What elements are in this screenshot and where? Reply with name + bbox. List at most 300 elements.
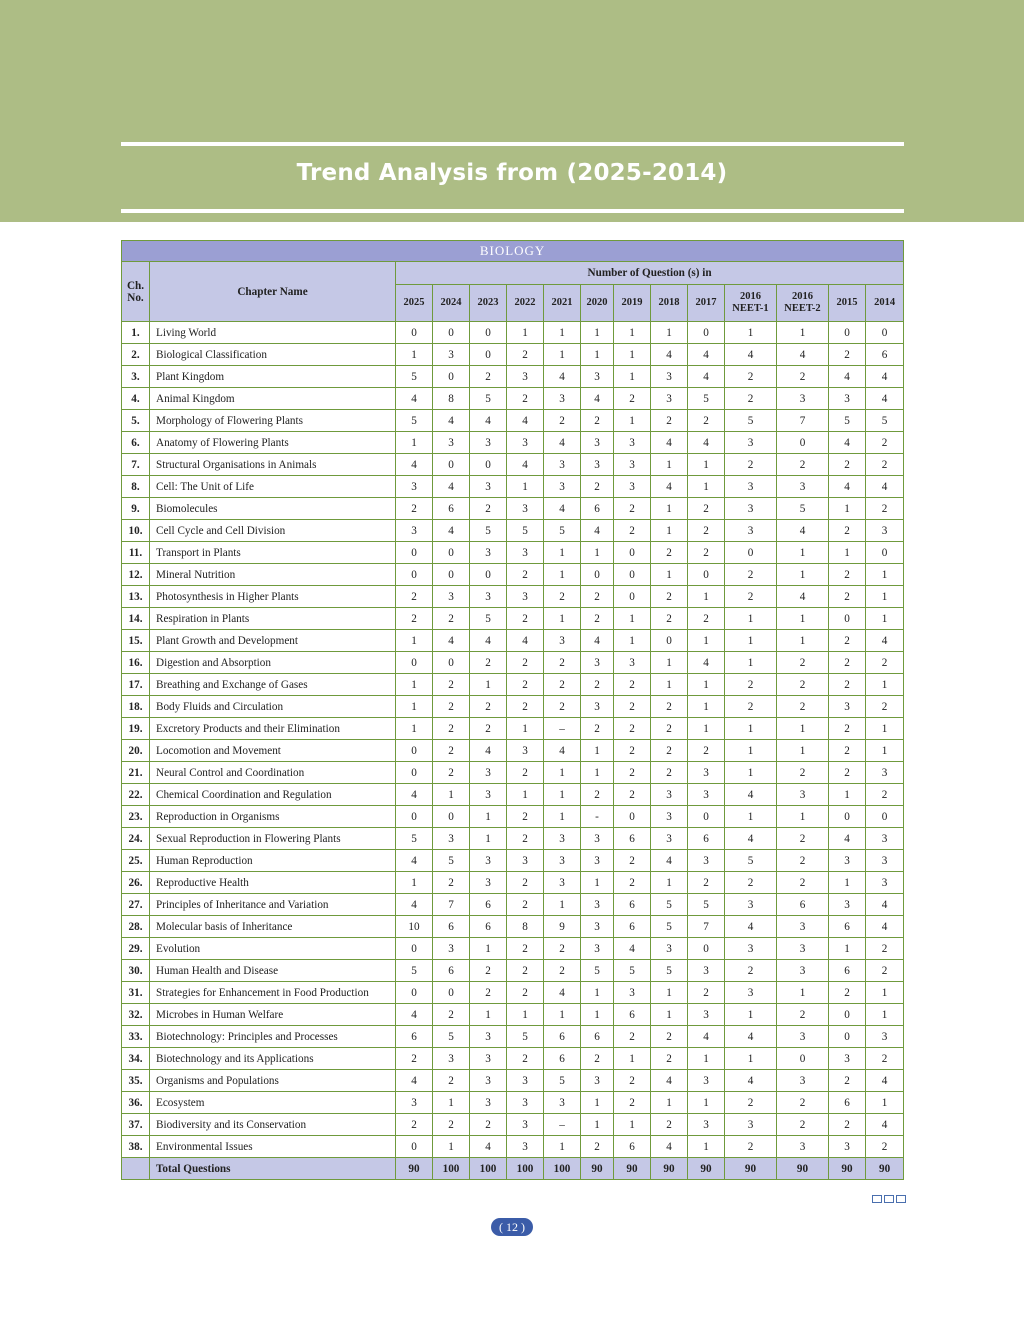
question-count: 1: [470, 1004, 507, 1026]
question-count: 4: [688, 1026, 725, 1048]
question-count: 2: [581, 1048, 614, 1070]
question-count: 2: [688, 872, 725, 894]
total-label: Total Questions: [150, 1158, 396, 1180]
question-count: 4: [725, 1026, 777, 1048]
question-count: 2: [725, 564, 777, 586]
chapter-name: Reproduction in Organisms: [150, 806, 396, 828]
question-count: 2: [581, 586, 614, 608]
question-count: 3: [866, 872, 904, 894]
question-count: 5: [544, 520, 581, 542]
total-count: 90: [777, 1158, 829, 1180]
question-count: 3: [433, 828, 470, 850]
question-count: 2: [829, 762, 866, 784]
question-count: 2: [470, 960, 507, 982]
col-header-chapter: Chapter Name: [150, 262, 396, 322]
question-count: 4: [651, 432, 688, 454]
question-count: 2: [507, 344, 544, 366]
question-count: 2: [581, 784, 614, 806]
question-count: 0: [396, 542, 433, 564]
chapter-number: 5.: [122, 410, 150, 432]
question-count: 2: [544, 674, 581, 696]
question-count: 0: [470, 322, 507, 344]
question-count: 3: [829, 1136, 866, 1158]
question-count: 3: [544, 1092, 581, 1114]
question-count: 2: [688, 498, 725, 520]
question-count: 2: [614, 872, 651, 894]
question-count: 1: [614, 630, 651, 652]
question-count: 2: [396, 1114, 433, 1136]
table-row: [122, 872, 904, 894]
question-count: 0: [433, 542, 470, 564]
chapter-name: Mineral Nutrition: [150, 564, 396, 586]
question-count: 1: [688, 718, 725, 740]
chapter-number: 3.: [122, 366, 150, 388]
question-count: 2: [725, 674, 777, 696]
question-count: 2: [614, 674, 651, 696]
question-count: 2: [544, 410, 581, 432]
question-count: 6: [777, 894, 829, 916]
question-count: 2: [829, 454, 866, 476]
question-count: 1: [581, 344, 614, 366]
question-count: 4: [651, 1136, 688, 1158]
question-count: 1: [688, 630, 725, 652]
question-count: 2: [544, 696, 581, 718]
question-count: 0: [614, 586, 651, 608]
question-count: 1: [614, 1048, 651, 1070]
question-count: 1: [581, 982, 614, 1004]
chapter-number: 6.: [122, 432, 150, 454]
question-count: 2: [866, 652, 904, 674]
question-count: 0: [614, 542, 651, 564]
question-count: 1: [777, 630, 829, 652]
chapter-number: 13.: [122, 586, 150, 608]
chapter-number: 22.: [122, 784, 150, 806]
chapter-name: Microbes in Human Welfare: [150, 1004, 396, 1026]
question-count: 3: [688, 960, 725, 982]
question-count: 6: [614, 828, 651, 850]
question-count: 3: [507, 432, 544, 454]
question-count: 2: [614, 740, 651, 762]
question-count: 3: [651, 388, 688, 410]
question-count: 1: [507, 476, 544, 498]
question-count: 6: [614, 1004, 651, 1026]
question-count: 10: [396, 916, 433, 938]
question-count: 3: [470, 872, 507, 894]
question-count: 6: [396, 1026, 433, 1048]
question-count: 4: [396, 388, 433, 410]
question-count: 2: [725, 696, 777, 718]
question-count: 0: [866, 806, 904, 828]
question-count: 8: [507, 916, 544, 938]
question-count: 3: [433, 432, 470, 454]
question-count: 1: [829, 542, 866, 564]
question-count: 3: [507, 740, 544, 762]
question-count: 0: [725, 542, 777, 564]
question-count: 2: [544, 960, 581, 982]
chapter-name: Biotechnology: Principles and Processes: [150, 1026, 396, 1048]
chapter-number: 34.: [122, 1048, 150, 1070]
question-count: 6: [433, 498, 470, 520]
question-count: 4: [396, 454, 433, 476]
chapter-number: 10.: [122, 520, 150, 542]
question-count: 2: [725, 872, 777, 894]
table-row: [122, 608, 904, 630]
question-count: 3: [614, 652, 651, 674]
year-header: 2021: [544, 285, 581, 322]
total-count: 90: [829, 1158, 866, 1180]
question-count: 0: [396, 740, 433, 762]
question-count: 3: [725, 498, 777, 520]
question-count: 0: [433, 564, 470, 586]
question-count: 1: [581, 762, 614, 784]
question-count: 2: [470, 652, 507, 674]
question-count: 3: [470, 1026, 507, 1048]
chapter-name: Breathing and Exchange of Gases: [150, 674, 396, 696]
table-row: [122, 1114, 904, 1136]
table-row: [122, 564, 904, 586]
question-count: 3: [777, 1136, 829, 1158]
chapter-number: 30.: [122, 960, 150, 982]
total-count: 90: [614, 1158, 651, 1180]
question-count: 2: [866, 960, 904, 982]
question-count: 2: [507, 806, 544, 828]
question-count: 4: [829, 432, 866, 454]
question-count: 6: [544, 1026, 581, 1048]
question-count: 1: [581, 740, 614, 762]
question-count: 3: [507, 542, 544, 564]
question-count: 3: [544, 476, 581, 498]
question-count: 1: [396, 344, 433, 366]
question-count: 2: [829, 344, 866, 366]
question-count: 2: [507, 696, 544, 718]
chapter-number: 26.: [122, 872, 150, 894]
total-count: 90: [396, 1158, 433, 1180]
question-count: 2: [777, 762, 829, 784]
question-count: 1: [651, 674, 688, 696]
year-header: 2025: [396, 285, 433, 322]
question-count: 2: [433, 696, 470, 718]
question-count: 2: [777, 696, 829, 718]
chapter-name: Biological Classification: [150, 344, 396, 366]
year-header: 2020: [581, 285, 614, 322]
question-count: 1: [777, 322, 829, 344]
question-count: 1: [614, 608, 651, 630]
question-count: 1: [725, 630, 777, 652]
question-count: 4: [651, 850, 688, 872]
question-count: 6: [866, 344, 904, 366]
question-count: 4: [470, 410, 507, 432]
question-count: 2: [777, 1114, 829, 1136]
question-count: 3: [777, 476, 829, 498]
question-count: 2: [581, 718, 614, 740]
question-count: 2: [866, 1048, 904, 1070]
question-count: 3: [470, 762, 507, 784]
question-count: 3: [829, 850, 866, 872]
question-count: 2: [614, 718, 651, 740]
question-count: 0: [470, 564, 507, 586]
question-count: 1: [777, 608, 829, 630]
table-row: [122, 1048, 904, 1070]
question-count: 3: [725, 982, 777, 1004]
question-count: 3: [507, 850, 544, 872]
question-count: 1: [725, 608, 777, 630]
question-count: 2: [829, 652, 866, 674]
question-count: 3: [433, 1048, 470, 1070]
question-count: 4: [544, 982, 581, 1004]
question-count: 3: [777, 1026, 829, 1048]
table-row: [122, 652, 904, 674]
question-count: 1: [544, 564, 581, 586]
table-row: [122, 674, 904, 696]
question-count: 1: [777, 806, 829, 828]
chapter-name: Biotechnology and its Applications: [150, 1048, 396, 1070]
chapter-number: 16.: [122, 652, 150, 674]
question-count: 2: [433, 1114, 470, 1136]
question-count: 4: [470, 630, 507, 652]
question-count: 5: [433, 850, 470, 872]
question-count: 2: [688, 520, 725, 542]
total-count: 100: [433, 1158, 470, 1180]
question-count: 5: [507, 1026, 544, 1048]
table-row: [122, 938, 904, 960]
table-row: [122, 586, 904, 608]
question-count: 6: [829, 960, 866, 982]
question-count: 1: [581, 542, 614, 564]
chapter-number: 12.: [122, 564, 150, 586]
question-count: 1: [866, 1004, 904, 1026]
table-row: [122, 696, 904, 718]
question-count: 5: [725, 410, 777, 432]
chapter-number: 4.: [122, 388, 150, 410]
question-count: 2: [829, 586, 866, 608]
question-count: 6: [544, 1048, 581, 1070]
question-count: 0: [470, 454, 507, 476]
question-count: 0: [688, 806, 725, 828]
year-header: 2023: [470, 285, 507, 322]
question-count: 3: [396, 476, 433, 498]
question-count: 3: [829, 388, 866, 410]
question-count: 4: [777, 344, 829, 366]
chapter-name: Strategies for Enhancement in Food Production: [150, 982, 396, 1004]
chapter-name: Reproductive Health: [150, 872, 396, 894]
question-count: 2: [581, 410, 614, 432]
question-count: 0: [433, 454, 470, 476]
chapter-number: 23.: [122, 806, 150, 828]
question-count: 3: [777, 1070, 829, 1092]
question-count: 1: [725, 1004, 777, 1026]
question-count: 2: [777, 1092, 829, 1114]
question-count: 1: [651, 982, 688, 1004]
question-count: 3: [544, 454, 581, 476]
question-count: –: [544, 718, 581, 740]
question-count: 6: [688, 828, 725, 850]
question-count: 2: [581, 608, 614, 630]
question-count: 2: [688, 740, 725, 762]
question-count: 1: [507, 322, 544, 344]
question-count: 2: [614, 784, 651, 806]
question-count: 2: [829, 982, 866, 1004]
question-count: 3: [581, 454, 614, 476]
question-count: 2: [507, 872, 544, 894]
question-count: 2: [396, 586, 433, 608]
question-count: 4: [396, 1070, 433, 1092]
question-count: 2: [507, 938, 544, 960]
question-count: 3: [725, 432, 777, 454]
table-row: [122, 850, 904, 872]
question-count: 4: [829, 476, 866, 498]
chapter-number: 18.: [122, 696, 150, 718]
question-count: 4: [507, 630, 544, 652]
total-count: 100: [544, 1158, 581, 1180]
question-count: 1: [651, 322, 688, 344]
question-count: 2: [433, 762, 470, 784]
question-count: 0: [433, 366, 470, 388]
question-count: 2: [470, 982, 507, 1004]
question-count: 4: [581, 520, 614, 542]
question-count: 1: [866, 674, 904, 696]
question-count: 1: [651, 498, 688, 520]
question-count: 1: [829, 784, 866, 806]
chapter-name: Evolution: [150, 938, 396, 960]
chapter-name: Sexual Reproduction in Flowering Plants: [150, 828, 396, 850]
chapter-number: 35.: [122, 1070, 150, 1092]
year-header: 2016 NEET-2: [777, 285, 829, 322]
question-count: 2: [866, 432, 904, 454]
question-count: 1: [688, 674, 725, 696]
trend-table: [121, 240, 904, 1180]
chapter-number: 33.: [122, 1026, 150, 1048]
question-count: 1: [651, 652, 688, 674]
question-count: 0: [470, 344, 507, 366]
table-row: [122, 322, 904, 344]
question-count: 3: [581, 850, 614, 872]
table-row: [122, 806, 904, 828]
question-count: 1: [866, 718, 904, 740]
question-count: 2: [651, 762, 688, 784]
chapter-name: Excretory Products and their Elimination: [150, 718, 396, 740]
chapter-name: Human Reproduction: [150, 850, 396, 872]
question-count: 1: [614, 344, 651, 366]
question-count: 0: [396, 652, 433, 674]
question-count: 3: [777, 388, 829, 410]
question-count: 5: [829, 410, 866, 432]
table-row: [122, 762, 904, 784]
end-marks: [872, 1195, 906, 1203]
question-count: 3: [581, 1070, 614, 1092]
question-count: 1: [725, 740, 777, 762]
question-count: 2: [507, 608, 544, 630]
question-count: 5: [507, 520, 544, 542]
question-count: 4: [433, 520, 470, 542]
chapter-name: Environmental Issues: [150, 1136, 396, 1158]
chapter-name: Respiration in Plants: [150, 608, 396, 630]
question-count: 4: [507, 454, 544, 476]
question-count: 7: [777, 410, 829, 432]
question-count: 3: [614, 982, 651, 1004]
question-count: 3: [470, 542, 507, 564]
question-count: 3: [507, 586, 544, 608]
question-count: 3: [651, 938, 688, 960]
question-count: 6: [581, 1026, 614, 1048]
question-count: 5: [396, 410, 433, 432]
question-count: 3: [614, 454, 651, 476]
question-count: 1: [688, 476, 725, 498]
question-count: 2: [507, 652, 544, 674]
question-count: 1: [688, 586, 725, 608]
question-count: 2: [470, 718, 507, 740]
question-count: 3: [470, 784, 507, 806]
question-count: 5: [651, 960, 688, 982]
year-header: 2015: [829, 285, 866, 322]
question-count: 2: [651, 586, 688, 608]
question-count: 2: [725, 388, 777, 410]
table-row: [122, 894, 904, 916]
question-count: 7: [688, 916, 725, 938]
question-count: 5: [777, 498, 829, 520]
question-count: 3: [866, 1026, 904, 1048]
question-count: 2: [507, 828, 544, 850]
question-count: 2: [725, 366, 777, 388]
question-count: 3: [581, 696, 614, 718]
question-count: 0: [688, 938, 725, 960]
question-count: 3: [777, 784, 829, 806]
table-row: [122, 542, 904, 564]
question-count: 4: [651, 476, 688, 498]
question-count: 3: [866, 762, 904, 784]
question-count: 1: [544, 344, 581, 366]
question-count: 3: [433, 344, 470, 366]
question-count: 2: [688, 982, 725, 1004]
year-header: 2016 NEET-1: [725, 285, 777, 322]
question-count: 2: [829, 1070, 866, 1092]
chapter-name: Cell Cycle and Cell Division: [150, 520, 396, 542]
chapter-name: Animal Kingdom: [150, 388, 396, 410]
question-count: 5: [470, 520, 507, 542]
table-row: [122, 432, 904, 454]
question-count: 3: [651, 784, 688, 806]
chapter-number: 17.: [122, 674, 150, 696]
question-count: 5: [396, 366, 433, 388]
question-count: 2: [651, 1026, 688, 1048]
question-count: 0: [829, 1026, 866, 1048]
question-count: 2: [614, 850, 651, 872]
question-count: 2: [507, 1048, 544, 1070]
question-count: 2: [829, 564, 866, 586]
question-count: 2: [507, 564, 544, 586]
question-count: 2: [725, 454, 777, 476]
chapter-name: Chemical Coordination and Regulation: [150, 784, 396, 806]
question-count: 6: [614, 1136, 651, 1158]
table-row: [122, 498, 904, 520]
table-row: [122, 1004, 904, 1026]
table-row: [122, 982, 904, 1004]
question-count: 1: [866, 982, 904, 1004]
question-count: 3: [581, 916, 614, 938]
question-count: 0: [396, 982, 433, 1004]
question-count: 1: [581, 1114, 614, 1136]
question-count: 1: [507, 718, 544, 740]
question-count: 1: [725, 718, 777, 740]
total-row: [122, 1158, 904, 1180]
question-count: 1: [470, 828, 507, 850]
question-count: 1: [651, 1004, 688, 1026]
question-count: 1: [470, 806, 507, 828]
question-count: 2: [470, 1114, 507, 1136]
chapter-name: Biodiversity and its Conservation: [150, 1114, 396, 1136]
question-count: 4: [688, 432, 725, 454]
question-count: 5: [396, 828, 433, 850]
question-count: 3: [866, 850, 904, 872]
